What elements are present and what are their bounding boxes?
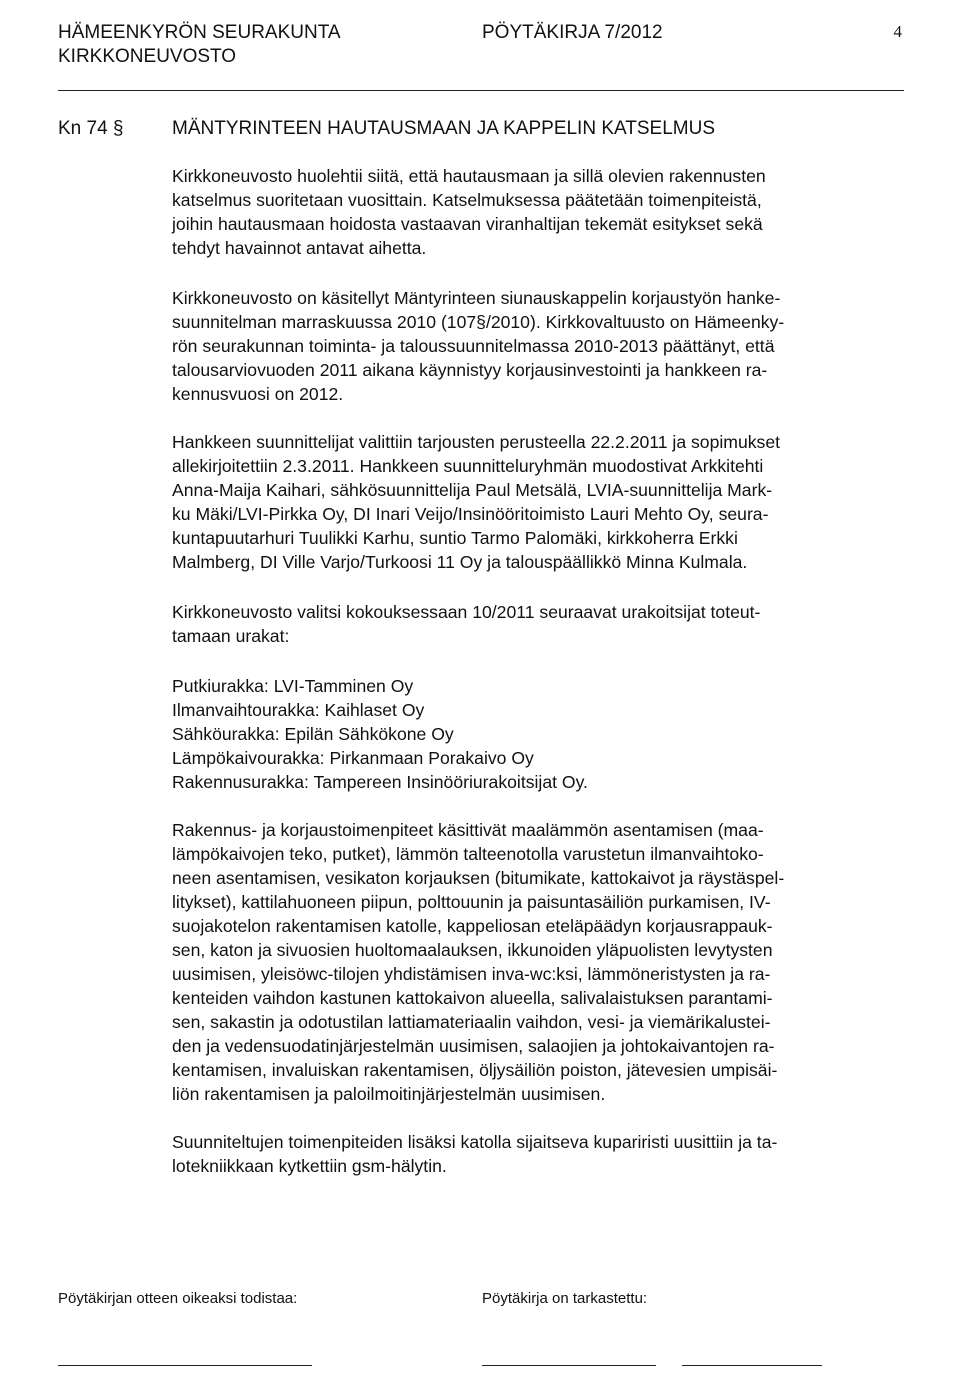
signature-line bbox=[58, 1365, 312, 1366]
body-name: KIRKKONEUVOSTO bbox=[58, 46, 237, 67]
paragraph-intro: Kirkkoneuvosto huolehtii siitä, että hautausmaan ja sillä olevien rakennusten katselmus suoritetaan vuosittain. Katselmuksessa päätetään toimenpiteistä, joihin hautausmaan hoidosta vastaavan viranhaltijan tekemät esitykset sekä tehdyt havainnot antavat aihetta. bbox=[172, 166, 766, 258]
signature-line bbox=[482, 1365, 656, 1366]
page-number: 4 bbox=[893, 22, 902, 41]
certification-label: Pöytäkirjan otteen oikeaksi todistaa: bbox=[58, 1290, 298, 1307]
paragraph-project-plan: Kirkkoneuvosto on käsitellyt Mäntyrinteen siunauskappelin korjaustyön hanke- suunnitelman marraskuussa 2010 (107§/2010). Kirkkovaltuusto on Hämeenky- rön seurakunnan toiminta- ja taloussuunnitelmassa 2010-2013 päättänyt, että talousarviovuoden 2011 aikana käynnistyy korjausinvestointi ja hankkeen ra- kennusvuosi on 2012. bbox=[172, 288, 785, 404]
organization-name: HÄMEENKYRÖN SEURAKUNTA bbox=[58, 22, 341, 43]
paragraph-contractors-intro: Kirkkoneuvosto valitsi kokouksessaan 10/2011 seuraavat urakoitsijat toteut- tamaan urakat: bbox=[172, 602, 761, 646]
paragraph-works: Rakennus- ja korjaustoimenpiteet käsittivät maalämmön asentamisen (maa- lämpökaivojen teko, putket), lämmön talteenotolla varustetun ilmanvaihtoko- neen asentamisen, vesikaton korjauksen (bitumikate, kattokaivot ja räystäspel- litykset), kattilahuoneen piipun, polttouunin ja paisuntasäiliön purkamisen, IV- suojakotelon rakentamisen katolle, kappeliosan eteläpäädyn korjausrappauk- sen, katon ja sivuosien huoltomaalauksen, ikkunoiden yläpuolisten levytysten uusimisen, yleisöwc-tilojen yhdistämisen inva-wc:ksi, lämmöneristysten ja ra- kenteiden vaihdon kastunen kattokaivon alueella, salivalaistuksen parantami- sen, sakastin ja odotustilan lattiamateriaalin vaihdon, vesi- ja viemärikalustei- den ja vedensuodatinjärjestelmän uusimisen, salaojien ja johtokaivantojen ra- kentamisen, invaluiskan rakentamisen, öljysäiliön poiston, jätevesien umpisäi- liön rakentamisen ja paloilmoitinjärjestelmän uusimisen. bbox=[172, 820, 785, 1104]
section-title: MÄNTYRINTEEN HAUTAUSMAAN JA KAPPELIN KATSELMUS bbox=[172, 118, 716, 139]
header-divider bbox=[58, 90, 904, 91]
signature-line bbox=[682, 1365, 822, 1366]
document-title: PÖYTÄKIRJA 7/2012 bbox=[482, 22, 663, 43]
review-label: Pöytäkirja on tarkastettu: bbox=[482, 1290, 648, 1307]
paragraph-designers: Hankkeen suunnittelijat valittiin tarjousten perusteella 22.2.2011 ja sopimukset allekirjoitettiin 2.3.2011. Hankkeen suunnitteluryhmän muodostivat Arkkitehti Anna-Maija Kaihari, sähkösuunnittelija Paul Metsälä, LVIA-suunnittelija Mark- ku Mäki/LVI-Pirkka Oy, DI Inari Veijo/Insinööritoimisto Lauri Mehto Oy, seura- kuntapuutarhuri Tuulikki Karhu, suntio Tarmo Palomäki, kirkkoherra Erkki Malmberg, DI Ville Varjo/Turkoosi 11 Oy ja talouspäällikkö Minna Kulmala. bbox=[172, 432, 780, 572]
contractor-list: Putkiurakka: LVI-Tamminen Oy Ilmanvaihtourakka: Kaihlaset Oy Sähköurakka: Epilän Sähkökone Oy Lämpökaivourakka: Pirkanmaan Porakaivo Oy Rakennusurakka: Tampereen Insinööriurakoitsijat Oy. bbox=[172, 676, 588, 792]
paragraph-additional: Suunniteltujen toimenpiteiden lisäksi katolla sijaitseva kupariristi uusittiin ja ta- lotekniikkaan kytkettiin gsm-hälytin. bbox=[172, 1132, 778, 1176]
section-number: Kn 74 § bbox=[58, 118, 124, 139]
